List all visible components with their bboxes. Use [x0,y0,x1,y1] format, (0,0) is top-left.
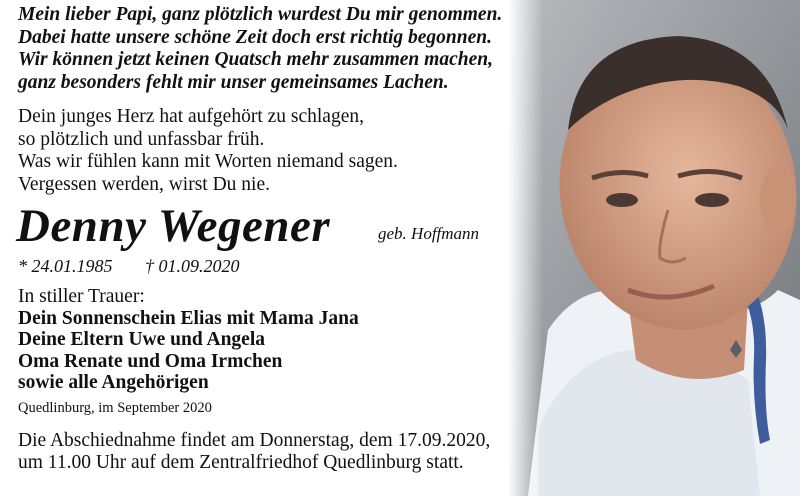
verse-line: Dein junges Herz hat aufgehört zu schlagen, [18,106,364,127]
funeral-line: Die Abschiednahme findet am Donnerstag, dem 17.09.2020, [18,430,491,451]
maiden-name: geb. Hoffmann [378,224,480,243]
poem-line: Mein lieber Papi, ganz plötzlich wurdest Du mir genommen. [18,4,503,25]
mourners-list [18,286,498,394]
verse-line: Vergessen werden, wirst Du nie. [18,173,270,195]
poem-line: Dabei hatte unsere schöne Zeit doch erst richtig begonnen. [18,26,492,48]
verse-line: so plötzlich und unfassbar früh. [18,128,265,150]
portrait-photo [508,0,800,496]
deceased-name-row [16,198,480,254]
birth-date: * 24.01.1985 [18,256,113,276]
life-dates [18,256,240,277]
poem [18,4,538,94]
verse [18,106,498,196]
place-date: Quedlinburg, im September 2020 [18,400,212,416]
mourner-line: Dein Sonnenschein Elias mit Mama Jana [18,307,359,329]
death-date: † 01.09.2020 [145,256,240,276]
funeral-info [18,430,578,474]
mourner-line: Deine Eltern Uwe und Angela [18,329,266,350]
mourner-line: Oma Renate und Oma Irmchen [18,350,283,372]
mourner-line: sowie alle Angehörigen [18,372,209,393]
deceased-name: Denny Wegener [16,200,331,252]
poem-line: ganz besonders fehlt mir unser gemeinsames Lachen. [18,71,449,93]
poem-line: Wir können jetzt keinen Quatsch mehr zusammen machen, [18,49,493,70]
funeral-line: um 11.00 Uhr auf dem Zentralfriedhof Quedlinburg statt. [18,452,464,473]
verse-line: Was wir fühlen kann mit Worten niemand sagen. [18,151,398,172]
mourners-intro: In stiller Trauer: [18,286,145,307]
